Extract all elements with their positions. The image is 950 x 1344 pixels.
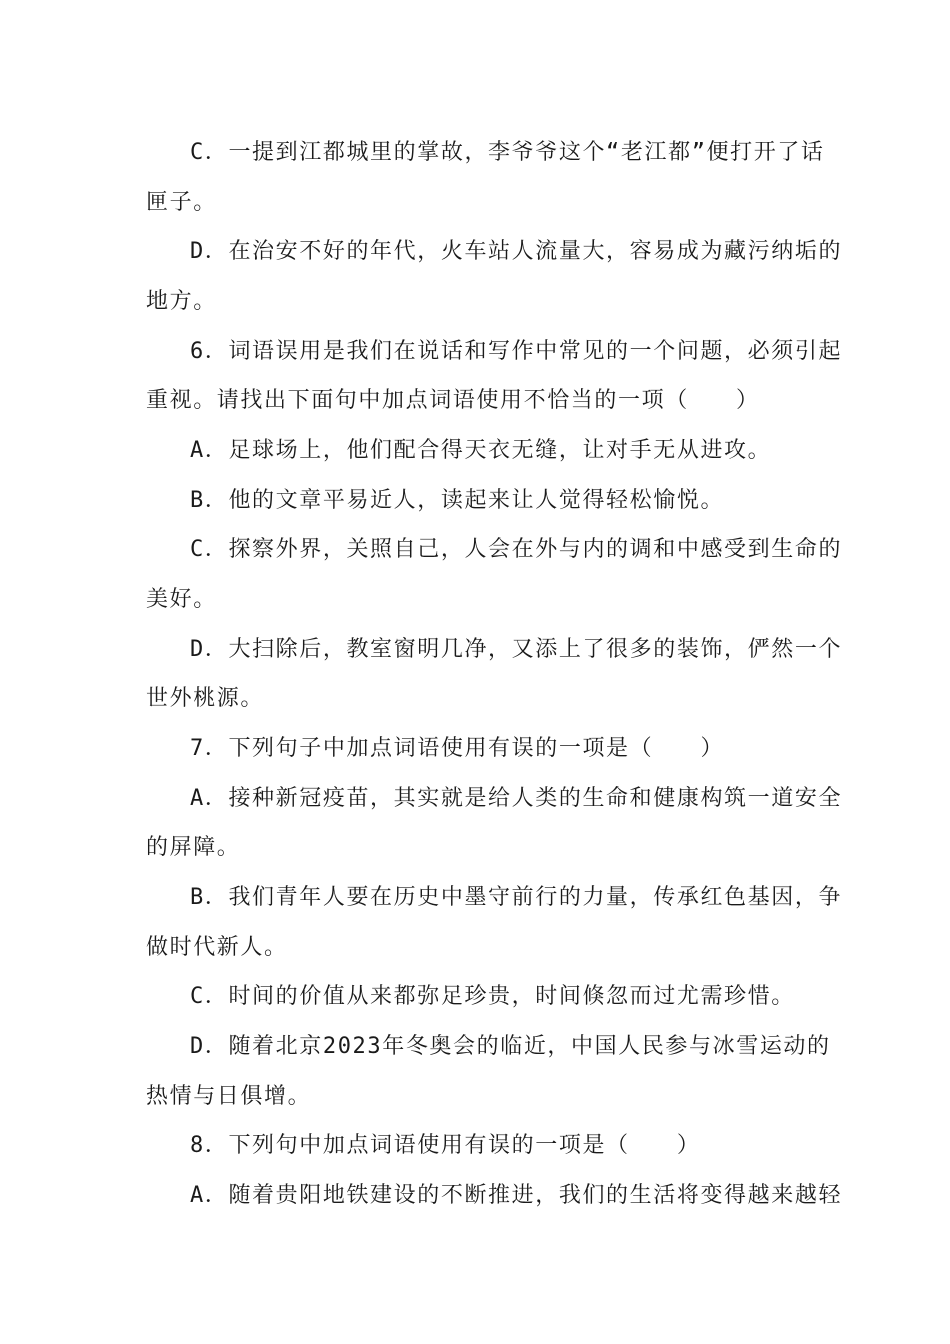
text-line: A．接种新冠疫苗，其实就是给人类的生命和健康构筑一道安全 — [190, 786, 843, 811]
text-line: A．随着贵阳地铁建设的不断推进，我们的生活将变得越来越轻 — [190, 1183, 843, 1208]
text-line: 做时代新人。 — [146, 935, 288, 960]
text-line: 重视。请找出下面句中加点词语使用不恰当的一项（ ） — [146, 388, 760, 413]
text-line: B．我们青年人要在历史中墨守前行的力量，传承红色基因，争 — [190, 885, 843, 910]
text-line: 地方。 — [146, 289, 217, 314]
text-line: A．足球场上，他们配合得天衣无缝，让对手无从进攻。 — [190, 438, 772, 463]
text-line: 匣子。 — [146, 190, 217, 215]
text-line: 世外桃源。 — [146, 686, 265, 711]
text-line: 7．下列句子中加点词语使用有误的一项是（ ） — [190, 736, 725, 761]
text-line: D．大扫除后，教室窗明几净，又添上了很多的装饰，俨然一个 — [190, 637, 843, 662]
text-line: 8．下列句中加点词语使用有误的一项是（ ） — [190, 1133, 701, 1158]
text-line: D．在治安不好的年代，火车站人流量大，容易成为藏污纳垢的 — [190, 239, 843, 264]
text-line: 的屏障。 — [146, 835, 241, 860]
text-line: 美好。 — [146, 587, 217, 612]
text-line: 热情与日俱增。 — [146, 1084, 312, 1109]
text-line: C．一提到江都城里的掌故，李爷爷这个“老江都”便打开了话 — [190, 140, 825, 165]
text-line: 6．词语误用是我们在说话和写作中常见的一个问题，必须引起 — [190, 339, 843, 364]
text-line: B．他的文章平易近人，读起来让人觉得轻松愉悦。 — [190, 488, 725, 513]
text-line: C．探察外界，关照自己，人会在外与内的调和中感受到生命的 — [190, 537, 843, 562]
text-line: D．随着北京2023年冬奥会的临近，中国人民参与冰雪运动的 — [190, 1034, 831, 1059]
text-line: C．时间的价值从来都弥足珍贵，时间倏忽而过尤需珍惜。 — [190, 984, 795, 1009]
